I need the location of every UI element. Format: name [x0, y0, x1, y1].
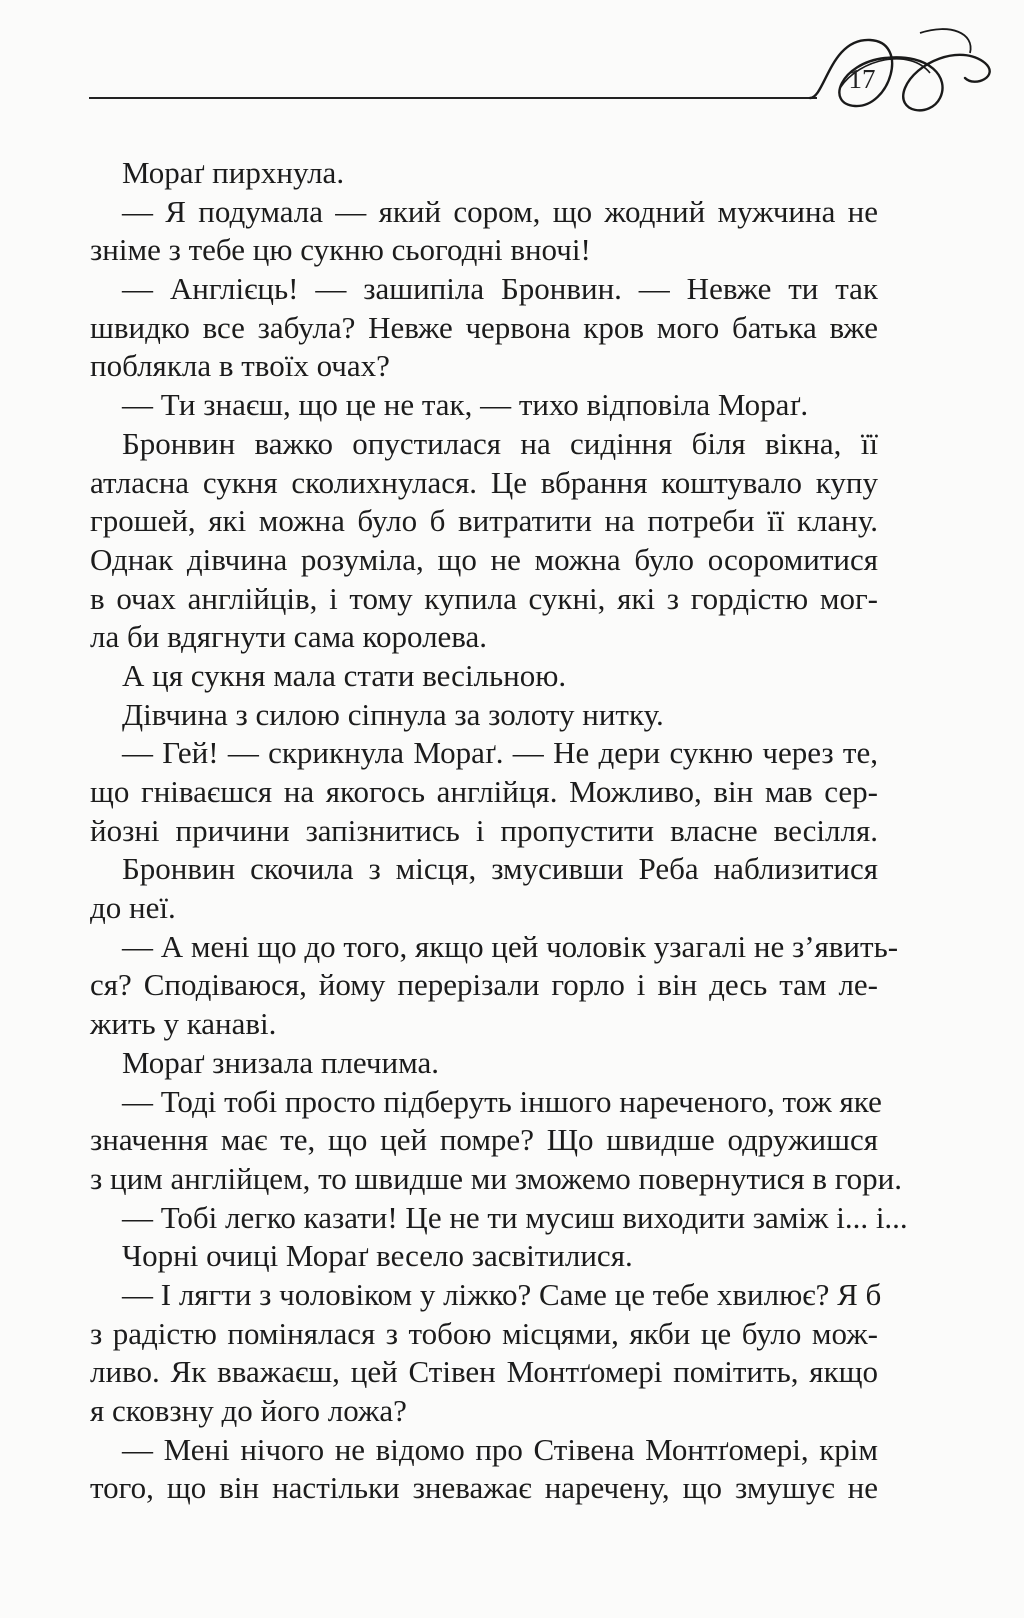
text-line: Дівчина з силою сіпнула за золоту нитку. [122, 696, 664, 732]
text-line: з цим англійцем, то швидше ми зможемо повернутися в гори. [90, 1160, 903, 1196]
text-line: — Англієць! — зашипіла Бронвин. — Невже ти так [122, 271, 878, 307]
text-line: значення має те, що цей помре? Що швидше одружишся [90, 1122, 878, 1158]
text-line: того, що він настільки зневажає наречену, що змушує не [90, 1470, 878, 1506]
text-line: йозні причини запізнитись і пропустити власне весілля. [90, 812, 878, 848]
text-line: — Тобі легко казати! Це не ти мусиш виходити заміж і... і... [122, 1199, 908, 1235]
text-line: я сковзну до його ложа? [90, 1393, 407, 1428]
text-line: ла би вдягнути сама королева. [90, 619, 488, 655]
text-line: — Тоді тобі просто підберуть іншого нареченого, тож яке [122, 1083, 882, 1119]
text-line: до неї. [90, 890, 176, 926]
text-line: Чорні очиці Мораґ весело засвітилися. [122, 1238, 633, 1274]
text-line: зніме з тебе цю сукню сьогодні вночі! [90, 232, 591, 268]
text-line: з радістю помінялася з тобою місцями, якби це було мож- [90, 1315, 878, 1351]
text-line: Бронвин скочила з місця, змусивши Реба наблизитися [122, 851, 878, 887]
text-line: А ця сукня мала стати весільною. [122, 657, 567, 693]
text-line: Однак дівчина розуміла, що не можна було осоромитися [90, 541, 878, 577]
text-line: жить у канаві. [90, 1006, 277, 1042]
text-line: Мораґ знизала плечима. [122, 1044, 440, 1080]
text-line: в очах англійців, і тому купила сукні, які з гордістю мог- [90, 580, 878, 616]
header-rule [89, 97, 817, 99]
text-line: Бронвин важко опустилася на сидіння біля вікна, її [122, 425, 878, 461]
text-line: — Ти знаєш, що це не так, — тихо відповіла Мораґ. [122, 387, 809, 423]
text-line: — А мені що до того, якщо цей чоловік узагалі не з’явить- [122, 928, 899, 964]
flourish-ornament [800, 18, 1000, 128]
text-line: що гніваєшся на якогось англійця. Можливо, він мав сер- [90, 774, 878, 809]
text-line: — І лягти з чоловіком у ліжко? Саме це тебе хвилює? Я б [122, 1276, 882, 1312]
text-line: — Я подумала — який сором, що жодний мужчина не [122, 193, 878, 229]
text-line: — Мені нічого не відомо про Стівена Монтґомері, крім [122, 1431, 878, 1467]
text-line: швидко все забула? Невже червона кров мого батька вже [90, 309, 878, 345]
page-number: 17 [848, 64, 876, 94]
text-line: ся? Сподіваюся, йому перерізали горло і він десь там ле- [90, 967, 878, 1003]
text-line: ливо. Як вважаєш, цей Стівен Монтґомері помітить, якщо [90, 1354, 878, 1390]
text-line: грошей, які можна було б витратити на потреби її клану. [90, 503, 878, 539]
text-line: Мораґ пирхнула. [122, 155, 345, 190]
body-text [90, 154, 908, 1508]
text-line: поблякла в твоїх очах? [90, 348, 390, 384]
text-line: — Гей! — скрикнула Мораґ. — Не дери сукню через те, [122, 735, 878, 771]
text-line: атласна сукня сколихнулася. Це вбрання коштувало купу [90, 464, 878, 500]
